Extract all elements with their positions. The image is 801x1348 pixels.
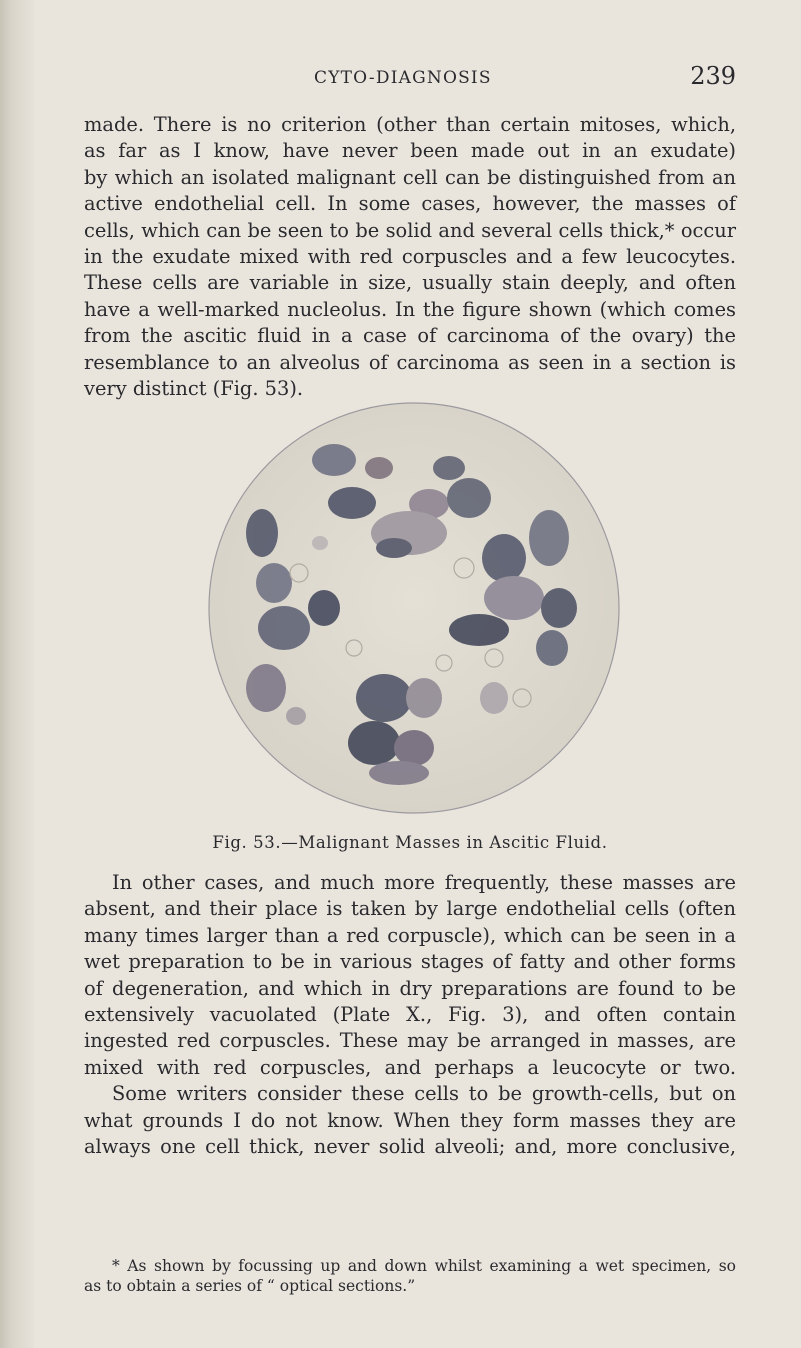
text-line: wet preparation to be in various stages of fatty and other forms: [84, 950, 736, 974]
text-line: by which an isolated malignant cell can be distinguished from an: [84, 165, 736, 189]
text-line: very distinct (Fig. 53).: [84, 377, 304, 401]
text-line: many times larger than a red corpuscle), which can be seen in a: [84, 923, 736, 947]
text-line: cells, which can be seen to be solid and several cells thick,* occur: [84, 218, 736, 242]
text-line: These cells are variable in size, usually stain deeply, and often: [84, 271, 736, 295]
text-line: have a well-marked nucleolus. In the figure shown (which comes: [84, 297, 736, 321]
text-line: as far as I know, have never been made out in an exudate): [84, 139, 736, 163]
text-line: In other cases, and much more frequently, these masses are: [112, 871, 736, 894]
text-line: Some writers consider these cells to be growth-cells, but on: [112, 1082, 736, 1106]
paragraph-2: [84, 870, 736, 1160]
book-spine-shadow: [0, 0, 34, 1348]
text-line: mixed with red corpuscles, and perhaps a leucocyte or two.: [84, 1055, 736, 1079]
text-line: absent, and their place is taken by large endothelial cells (often: [84, 897, 736, 921]
running-head: [84, 62, 736, 94]
footnote-line: * As shown by focussing up and down whilst examining a wet specimen, so: [112, 1257, 736, 1275]
footnote: [84, 1256, 736, 1296]
running-head-title: CYTO-DIAGNOSIS: [314, 68, 492, 88]
text-line: in the exudate mixed with red corpuscles and a few leucocytes.: [84, 245, 736, 269]
paragraph-1: [84, 112, 736, 402]
micrograph-illustration: [204, 398, 624, 818]
page-number: 239: [690, 62, 736, 90]
figure-53-micrograph: [204, 398, 624, 818]
text-line: of degeneration, and which in dry preparations are found to be: [84, 976, 736, 1000]
text-line: made. There is no criterion (other than certain mitoses, which,: [84, 113, 736, 136]
text-line: extensively vacuolated (Plate X., Fig. 3), and often contain: [84, 1003, 736, 1027]
footnote-line: as to obtain a series of “ optical sections.”: [84, 1277, 416, 1295]
text-line: ingested red corpuscles. These may be arranged in masses, are: [84, 1029, 736, 1053]
text-line: active endothelial cell. In some cases, however, the masses of: [84, 192, 736, 216]
text-line: from the ascitic fluid in a case of carcinoma of the ovary) the: [84, 324, 736, 348]
figure-caption: Fig. 53.—Malignant Masses in Ascitic Fluid.: [212, 833, 608, 852]
text-line: always one cell thick, never solid alveoli; and, more conclusive,: [84, 1135, 736, 1159]
text-line: what grounds I do not know. When they form masses they are: [84, 1108, 736, 1132]
text-line: resemblance to an alveolus of carcinoma as seen in a section is: [84, 350, 736, 374]
